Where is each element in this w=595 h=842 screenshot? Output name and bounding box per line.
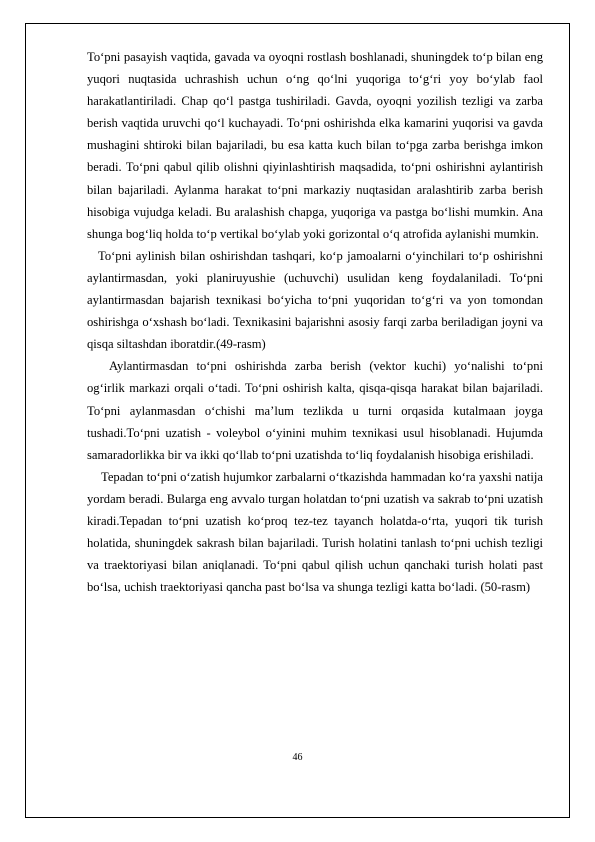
paragraph-4: Tepadan to‘pni o‘zatish hujumkor zarbalarni o‘tkazishda hammadan ko‘ra yaxshi natija yordam beradi. Bularga eng avvalo turgan holatdan to‘pni uzatish va sakrab to‘pni uzatish kiradi.Tepadan to‘pni uzatish ko‘proq tez-tez tayanch holatda-o‘rta, yuqori tik turish holatida, shuningdek sakrash bilan bajariladi. Turish holatini tanlash to‘pni uchish tezligi va traektoriyasi bilan aniqlanadi. To‘pni qabul qilish uchun qanchaki turish holati past bo‘lsa, uchish traektoriyasi qancha past bo‘lsa va shunga tezligi katta bo‘ladi. (50-rasm) (87, 469, 543, 595)
page-number: 46 (292, 752, 303, 763)
paragraph-1: To‘pni pasayish vaqtida, gavada va oyoqni rostlash boshlanadi, shuningdek to‘p bilan eng yuqori nuqtasida uchrashish uchun o‘ng qo‘lni yuqoriga to‘g‘ri yoy bo‘ylab faol harakatlantiriladi. Chap qo‘l pastga tushiriladi. Gavda, oyoqni yozilish tezligi va zarba berish vaqtida uruvchi qo‘l kuchayadi. To‘pni oshirishda elka kamarini yuqorisi va gavda mushagini shtiroki bilan bajariladi, bu esa katta kuch bilan to‘pga zarba berishga imkon beradi. To‘pni qabul qilib olishni qiyinlashtirish maqsadida, to‘pni oshirishni aylantirish bilan bajariladi. Aylanma harakat to‘pni markaziy nuqtasidan aralashtirib zarba berish hisobiga vujudga keladi. Bu aralashish chapga, yuqoriga va pastga bo‘lishi mumkin. Ana shunga bog‘liq holda to‘p vertikal bo‘ylab yoki gorizontal o‘q atrofida aylanishi mumkin. (87, 50, 543, 241)
paragraph-2: To‘pni aylinish bilan oshirishdan tashqari, ko‘p jamoalarni o‘yinchilari to‘p oshirishni aylantirmasdan, yoki planiruyushie (uchuvchi) usulidan keng foydalaniladi. To‘pni aylantirmasdan bajarish texnikasi bo‘yicha to‘pni yuqoridan to‘g‘ri va yon tomondan oshirishga o‘xshash bo‘ladi. Texnikasini bajarishni asosiy farqi zarba beriladigan joyni va qisqa siltashdan iboratdir.(49-rasm) (87, 248, 543, 352)
page-body (87, 46, 543, 598)
paragraph-3: Aylantirmasdan to‘pni oshirishda zarba berish (vektor kuchi) yo‘nalishi to‘pni og‘irlik markazi orqali o‘tadi. To‘pni oshirish kalta, qisqa-qisqa harakat bilan bajariladi. To‘pni aylanmasdan o‘chishi ma’lum tezlikda u turni orqasida kutalmaan joyga tushadi.To‘pni uzatish - voleybol o‘yinini muhim texnikasi usul hisoblanadi. Hujumda samaradorlikka bir va ikki qo‘llab to‘pni uzatishda to‘liq foydalanish hisobiga erishiladi. (87, 359, 543, 462)
